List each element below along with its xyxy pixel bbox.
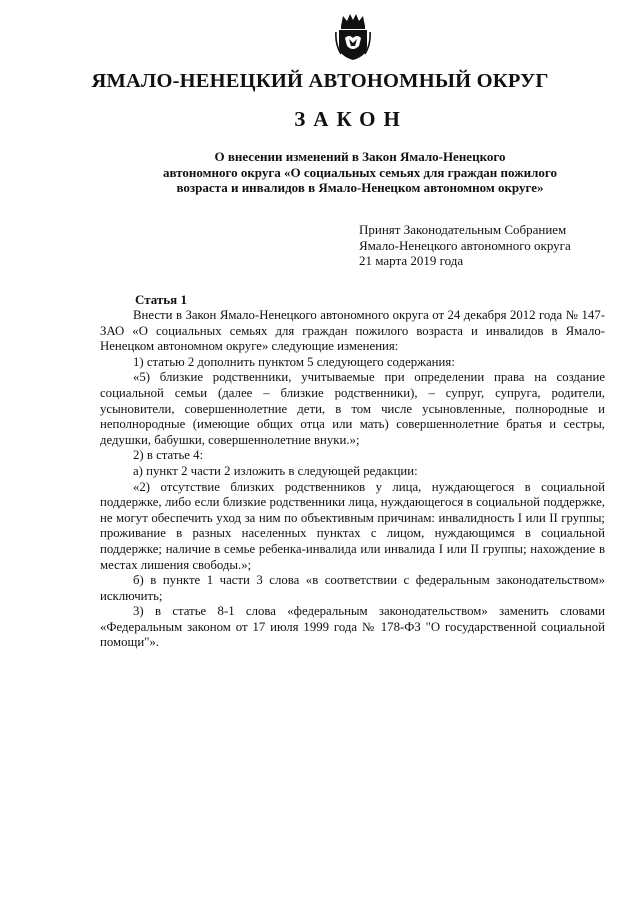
article-heading: Статья 1: [135, 292, 187, 307]
coat-of-arms-icon: [335, 12, 371, 62]
document-type: ЗАКОН: [294, 107, 408, 131]
adoption-date: 21 марта 2019 года: [359, 253, 464, 268]
law-title-line: автономного округа «О социальных семьях для граждан пожилого: [162, 164, 557, 180]
law-title: [40, 149, 640, 196]
article-paragraph: 3) в статье 8-1 слова «федеральным законодательством» заменить словами «Федеральным законом от 17 июля 1999 года № 178-ФЗ "О государственной социальной помощи"».: [100, 604, 605, 650]
article-paragraph: а) пункт 2 части 2 изложить в следующей редакции:: [133, 463, 418, 478]
article-body: [100, 308, 605, 651]
article-paragraph: 1) статью 2 дополнить пунктом 5 следующего содержания:: [133, 354, 455, 369]
article-paragraph: Внести в Закон Ямало-Ненецкого автономного округа от 24 декабря 2012 года № 147-ЗАО «О социальных семьях для граждан пожилого возраста и инвалидов в Ямало-Ненецком автономном округе» следующие изменения:: [100, 308, 605, 354]
law-title-line: О внесении изменений в Закон Ямало-Ненецкого: [214, 149, 506, 164]
region-name: ЯМАЛО-НЕНЕЦКИЙ АВТОНОМНЫЙ ОКРУГ: [91, 70, 549, 92]
article-paragraph: «2) отсутствие близких родственников у лица, нуждающегося в социальной поддержке, либо если близкие родственники лица, нуждающегося в социальной поддержке, не могут обеспечить уход за ним по объективным причинам: инвалидность I или II группы; проживание в разных населенных пунктах с лицом, нуждающимся в социальной поддержке; наличие в семье ребенка-инвалида или инвалида I или II группы; нахождение в местах лишения свободы.»;: [100, 479, 605, 572]
law-title-line: возраста и инвалидов в Ямало-Ненецком автономном округе»: [176, 180, 544, 195]
article-paragraph: б) в пункте 1 части 3 слова «в соответствии с федеральным законодательством» исключить;: [100, 573, 605, 603]
adoption-note: [359, 222, 571, 269]
adoption-line: Принят Законодательным Собранием: [359, 222, 567, 237]
article-paragraph: 2) в статье 4:: [133, 448, 204, 463]
adoption-line: Ямало-Ненецкого автономного округа: [359, 237, 571, 253]
article-paragraph: «5) близкие родственники, учитываемые при определении права на создание социальной семьи (далее – близкие родственники), – супруг, супруга, родители, усыновители, совершеннолетние дети, в том числе усыновленные, полнородные и неполнородные (имеющие общих отца или мать) совершеннолетние братья и сестры, дедушки, бабушки, совершеннолетние внуки.»;: [100, 370, 605, 447]
